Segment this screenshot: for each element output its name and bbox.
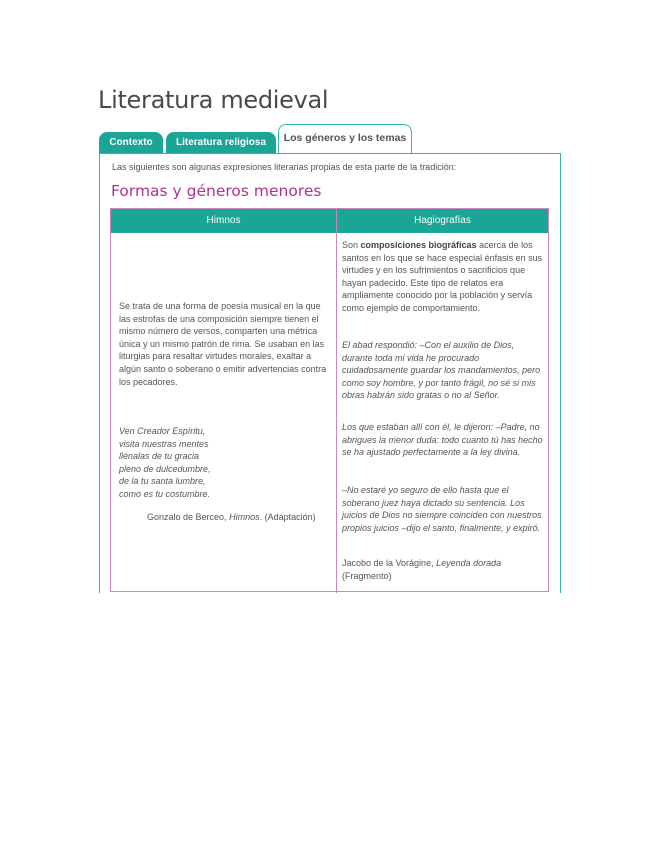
attribution-note: (Fragmento)	[342, 570, 392, 581]
page-title: Literatura medieval	[98, 86, 329, 114]
attribution-work: Himnos	[229, 512, 260, 522]
tab-literatura-religiosa[interactable]: Literatura religiosa	[166, 132, 276, 154]
attribution-author: Gonzalo de Berceo,	[147, 512, 227, 522]
header-himnos: Himnos	[111, 209, 336, 233]
verse-line: pleno de dulcedumbre,	[119, 463, 211, 474]
verse-line: como es tu costumbre.	[119, 488, 211, 499]
header-hagiografias: Hagiografías	[337, 209, 548, 233]
hagiografias-quote-2: Los que estaban allí con él, le dijeron: –Padre, no abrigues la menor duda: todo cuanto tú has hecho se ha ajustado perfectamente a la ley divina.	[342, 422, 543, 458]
verse-line: de la tu santa lumbre,	[119, 476, 206, 487]
section-title: Formas y géneros menores	[111, 182, 322, 200]
desc-pre: Son	[342, 240, 359, 250]
hagiografias-quote-1: El abad respondió: –Con el auxilio de Dios, durante toda mi vida he procurado cuidadosamente guardar los mandamientos, pero como soy hombre, y por tanto frágil, no sé si mis obras habrán sido gratas o no al Señor.	[342, 340, 541, 401]
himnos-attribution: Gonzalo de Berceo, Himnos. (Adaptación)	[147, 512, 316, 522]
desc-post: acerca de los santos en los que se hace especial énfasis en sus virtudes y en los sufrimientos o sacrificios que hayan padecido. Este tipo de relatos era ampliamente conocido por la población y servía como ejemplo de comportamiento.	[342, 240, 543, 313]
attribution-work: Leyenda dorada	[436, 558, 502, 568]
tab-contexto[interactable]: Contexto	[99, 132, 163, 154]
genres-table	[110, 208, 549, 592]
verse-line: visita nuestras mentes	[119, 438, 209, 449]
desc-bold: composiciones biográficas	[360, 240, 477, 250]
hagiografias-attribution	[342, 557, 546, 582]
hagiografias-description	[342, 239, 546, 315]
intro-text: Las siguientes son algunas expresiones literarias propias de esta parte de la tradición:	[112, 162, 457, 172]
column-divider	[336, 209, 337, 593]
himnos-description: Se trata de una forma de poesía musical en la que las estrofas de una composición siempre tienen el mismo número de versos, comparten una métrica única y un mismo patrón de rima. Se usaban en las liturgias para resaltar virtudes morales, exaltar a algún santo o soberano o emitir advertencias contra los pecadores.	[119, 301, 327, 387]
verse-line: Ven Creador Espíritu,	[119, 426, 206, 436]
attribution-author: Jacobo de la Vorágine,	[342, 558, 434, 568]
verse-line: llénalas de tu gracia	[119, 451, 200, 462]
hagiografias-quote-3: –No estaré yo seguro de ello hasta que el soberano juez haya dictado su sentencia. Los juicios de Dios no siempre coinciden con nuestros propios juicios –dijo el santo, finalmente, y expiró.	[342, 485, 542, 533]
himnos-verses	[119, 425, 331, 501]
tab-generos-temas[interactable]: Los géneros y los temas	[278, 124, 412, 154]
attribution-note: (Adaptación)	[264, 512, 316, 522]
